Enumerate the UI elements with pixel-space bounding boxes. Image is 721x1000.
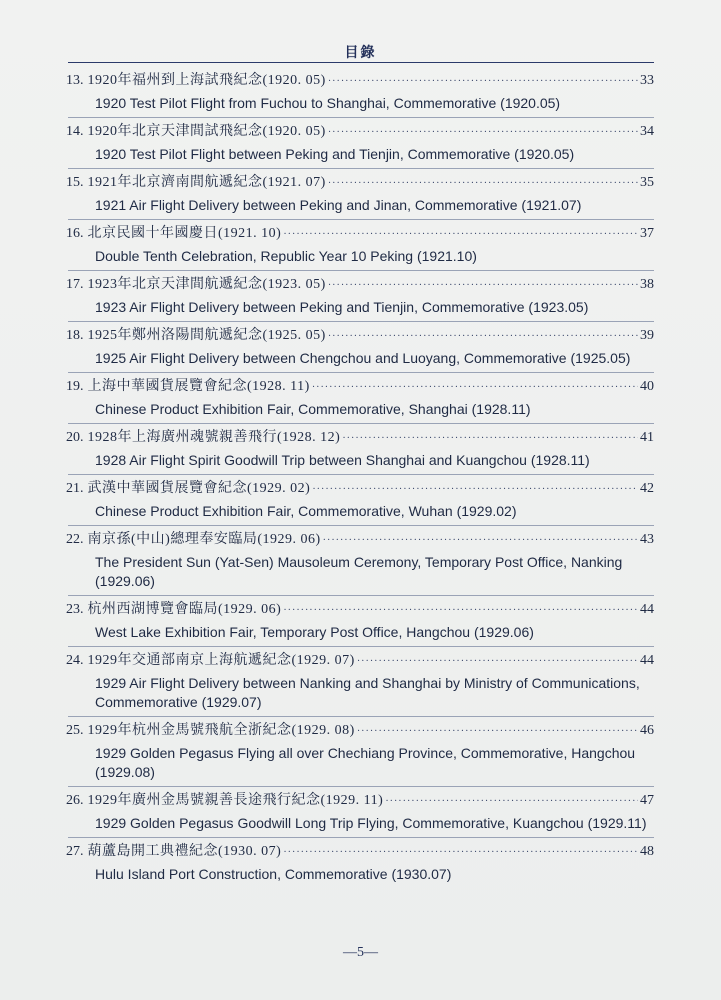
entry-page-number: 46	[640, 723, 654, 738]
toc-entry	[66, 173, 654, 215]
dot-leader	[283, 601, 638, 621]
entry-english-title: Chinese Product Exhibition Fair, Commemorative, Shanghai (1928.11)	[95, 401, 531, 417]
entry-english-title: The President Sun (Yat-Sen) Mausoleum Ceremony, Temporary Post Office, Nanking (1929.06)	[95, 554, 623, 589]
entry-divider	[68, 837, 654, 838]
entry-chinese-title: 上海中華國貨展覽會紀念(1928. 11)	[87, 379, 310, 394]
toc-entry-heading	[66, 842, 654, 863]
toc-entry	[66, 428, 654, 470]
toc-entry	[66, 530, 654, 591]
entry-number: 15.	[66, 175, 84, 190]
entry-chinese-title: 1925年鄭州洛陽間航遞紀念(1925. 05)	[87, 328, 326, 343]
entry-divider	[68, 474, 654, 475]
dot-leader	[357, 722, 638, 742]
entry-number: 21.	[66, 481, 84, 496]
dot-leader	[283, 843, 638, 863]
table-of-contents	[66, 71, 654, 884]
dot-leader	[357, 652, 638, 672]
dot-leader	[342, 429, 638, 449]
toc-entry-heading	[66, 651, 654, 672]
toc-entry	[66, 71, 654, 113]
entry-chinese-title: 1920年北京天津間試飛紀念(1920. 05)	[87, 124, 326, 139]
entry-english-title: 1920 Test Pilot Flight between Peking and Tienjin, Commemorative (1920.05)	[95, 146, 575, 162]
toc-entry	[66, 651, 654, 712]
entry-page-number: 34	[640, 124, 654, 139]
entry-divider	[68, 595, 654, 596]
entry-english-title: 1925 Air Flight Delivery between Chengchou and Luoyang, Commemorative (1925.05)	[95, 350, 631, 366]
entry-english-title: 1929 Air Flight Delivery between Nanking and Shanghai by Ministry of Communications, Commemorative (1929.07)	[95, 675, 640, 710]
dot-leader	[385, 792, 638, 812]
page-number: —5—	[343, 945, 378, 960]
entry-english-title: Hulu Island Port Construction, Commemorative (1930.07)	[95, 866, 452, 882]
entry-divider	[68, 525, 654, 526]
entry-number: 22.	[66, 532, 84, 547]
entry-english-title: 1923 Air Flight Delivery between Peking and Tienjin, Commemorative (1923.05)	[95, 299, 589, 315]
entry-divider	[68, 321, 654, 322]
entry-english-title: 1929 Golden Pegasus Goodwill Long Trip Flying, Commemorative, Kuangchou (1929.11)	[95, 815, 647, 831]
toc-entry	[66, 326, 654, 368]
toc-entry	[66, 377, 654, 419]
entry-chinese-title: 1920年福州到上海試飛紀念(1920. 05)	[87, 73, 326, 88]
dot-leader	[328, 174, 638, 194]
entry-page-number: 42	[640, 481, 654, 496]
entry-chinese-title: 1929年杭州金馬號飛航全浙紀念(1929. 08)	[87, 723, 355, 738]
entry-chinese-title: 武漢中華國貨展覽會紀念(1929. 02)	[87, 481, 311, 496]
entry-page-number: 38	[640, 277, 654, 292]
entry-number: 19.	[66, 379, 84, 394]
toc-entry	[66, 600, 654, 642]
entry-english-title: 1928 Air Flight Spirit Goodwill Trip between Shanghai and Kuangchou (1928.11)	[95, 452, 590, 468]
toc-entry-heading	[66, 377, 654, 398]
entry-english-title: 1920 Test Pilot Flight from Fuchou to Shanghai, Commemorative (1920.05)	[95, 95, 561, 111]
entry-english-title: 1921 Air Flight Delivery between Peking and Jinan, Commemorative (1921.07)	[95, 197, 582, 213]
entry-page-number: 37	[640, 226, 654, 241]
entry-number: 18.	[66, 328, 84, 343]
dot-leader	[323, 531, 638, 551]
entry-divider	[68, 270, 654, 271]
entry-page-number: 39	[640, 328, 654, 343]
entry-english-title: 1929 Golden Pegasus Flying all over Chechiang Province, Commemorative, Hangchou (1929.08)	[95, 745, 636, 780]
entry-chinese-title: 杭州西湖博覽會臨局(1929. 06)	[87, 602, 282, 617]
toc-entry-heading	[66, 326, 654, 347]
entry-number: 24.	[66, 653, 84, 668]
toc-entry-heading	[66, 479, 654, 500]
entry-divider	[68, 423, 654, 424]
entry-chinese-title: 1929年交通部南京上海航遞紀念(1929. 07)	[87, 653, 355, 668]
toc-entry-heading	[66, 71, 654, 92]
dot-leader	[328, 72, 638, 92]
entry-divider	[68, 168, 654, 169]
dot-leader	[312, 378, 638, 398]
entry-chinese-title: 北京民國十年國慶日(1921. 10)	[87, 226, 282, 241]
entry-divider	[68, 646, 654, 647]
entry-number: 14.	[66, 124, 84, 139]
toc-entry	[66, 122, 654, 164]
dot-leader	[328, 123, 638, 143]
dot-leader	[328, 276, 638, 296]
entry-page-number: 35	[640, 175, 654, 190]
entry-divider	[68, 117, 654, 118]
entry-page-number: 48	[640, 844, 654, 859]
entry-page-number: 33	[640, 73, 654, 88]
toc-entry	[66, 275, 654, 317]
entry-page-number: 44	[640, 653, 654, 668]
entry-divider	[68, 372, 654, 373]
header-divider	[68, 62, 654, 63]
entry-number: 26.	[66, 793, 84, 808]
toc-entry-heading	[66, 275, 654, 296]
toc-entry-heading	[66, 600, 654, 621]
entry-page-number: 43	[640, 532, 654, 547]
entry-divider	[68, 716, 654, 717]
toc-entry-heading	[66, 530, 654, 551]
toc-entry-heading	[66, 791, 654, 812]
toc-entry-heading	[66, 224, 654, 245]
entry-number: 13.	[66, 73, 84, 88]
toc-entry	[66, 224, 654, 266]
entry-page-number: 44	[640, 602, 654, 617]
entry-english-title: Double Tenth Celebration, Republic Year 10 Peking (1921.10)	[95, 248, 477, 264]
toc-entry	[66, 721, 654, 782]
entry-page-number: 47	[640, 793, 654, 808]
toc-entry-heading	[66, 122, 654, 143]
entry-number: 16.	[66, 226, 84, 241]
entry-english-title: West Lake Exhibition Fair, Temporary Post Office, Hangchou (1929.06)	[95, 624, 534, 640]
toc-entry	[66, 842, 654, 884]
entry-chinese-title: 1929年廣州金馬號親善長途飛行紀念(1929. 11)	[87, 793, 384, 808]
dot-leader	[328, 327, 638, 347]
entry-chinese-title: 南京孫(中山)總理奉安臨局(1929. 06)	[87, 532, 321, 547]
entry-divider	[68, 786, 654, 787]
toc-entry	[66, 791, 654, 833]
entry-number: 23.	[66, 602, 84, 617]
entry-page-number: 41	[640, 430, 654, 445]
toc-entry	[66, 479, 654, 521]
toc-entry-heading	[66, 721, 654, 742]
page-title: 目錄	[344, 46, 377, 61]
toc-entry-heading	[66, 173, 654, 194]
entry-number: 25.	[66, 723, 84, 738]
entry-chinese-title: 葫蘆島開工典禮紀念(1930. 07)	[87, 844, 282, 859]
entry-chinese-title: 1928年上海廣州魂號親善飛行(1928. 12)	[87, 430, 341, 445]
entry-chinese-title: 1923年北京天津間航遞紀念(1923. 05)	[87, 277, 326, 292]
toc-entry-heading	[66, 428, 654, 449]
dot-leader	[283, 225, 638, 245]
dot-leader	[312, 480, 638, 500]
entry-divider	[68, 219, 654, 220]
entry-number: 17.	[66, 277, 84, 292]
entry-number: 20.	[66, 430, 84, 445]
entry-page-number: 40	[640, 379, 654, 394]
entry-chinese-title: 1921年北京濟南間航遞紀念(1921. 07)	[87, 175, 326, 190]
entry-english-title: Chinese Product Exhibition Fair, Commemorative, Wuhan (1929.02)	[95, 503, 517, 519]
entry-number: 27.	[66, 844, 84, 859]
